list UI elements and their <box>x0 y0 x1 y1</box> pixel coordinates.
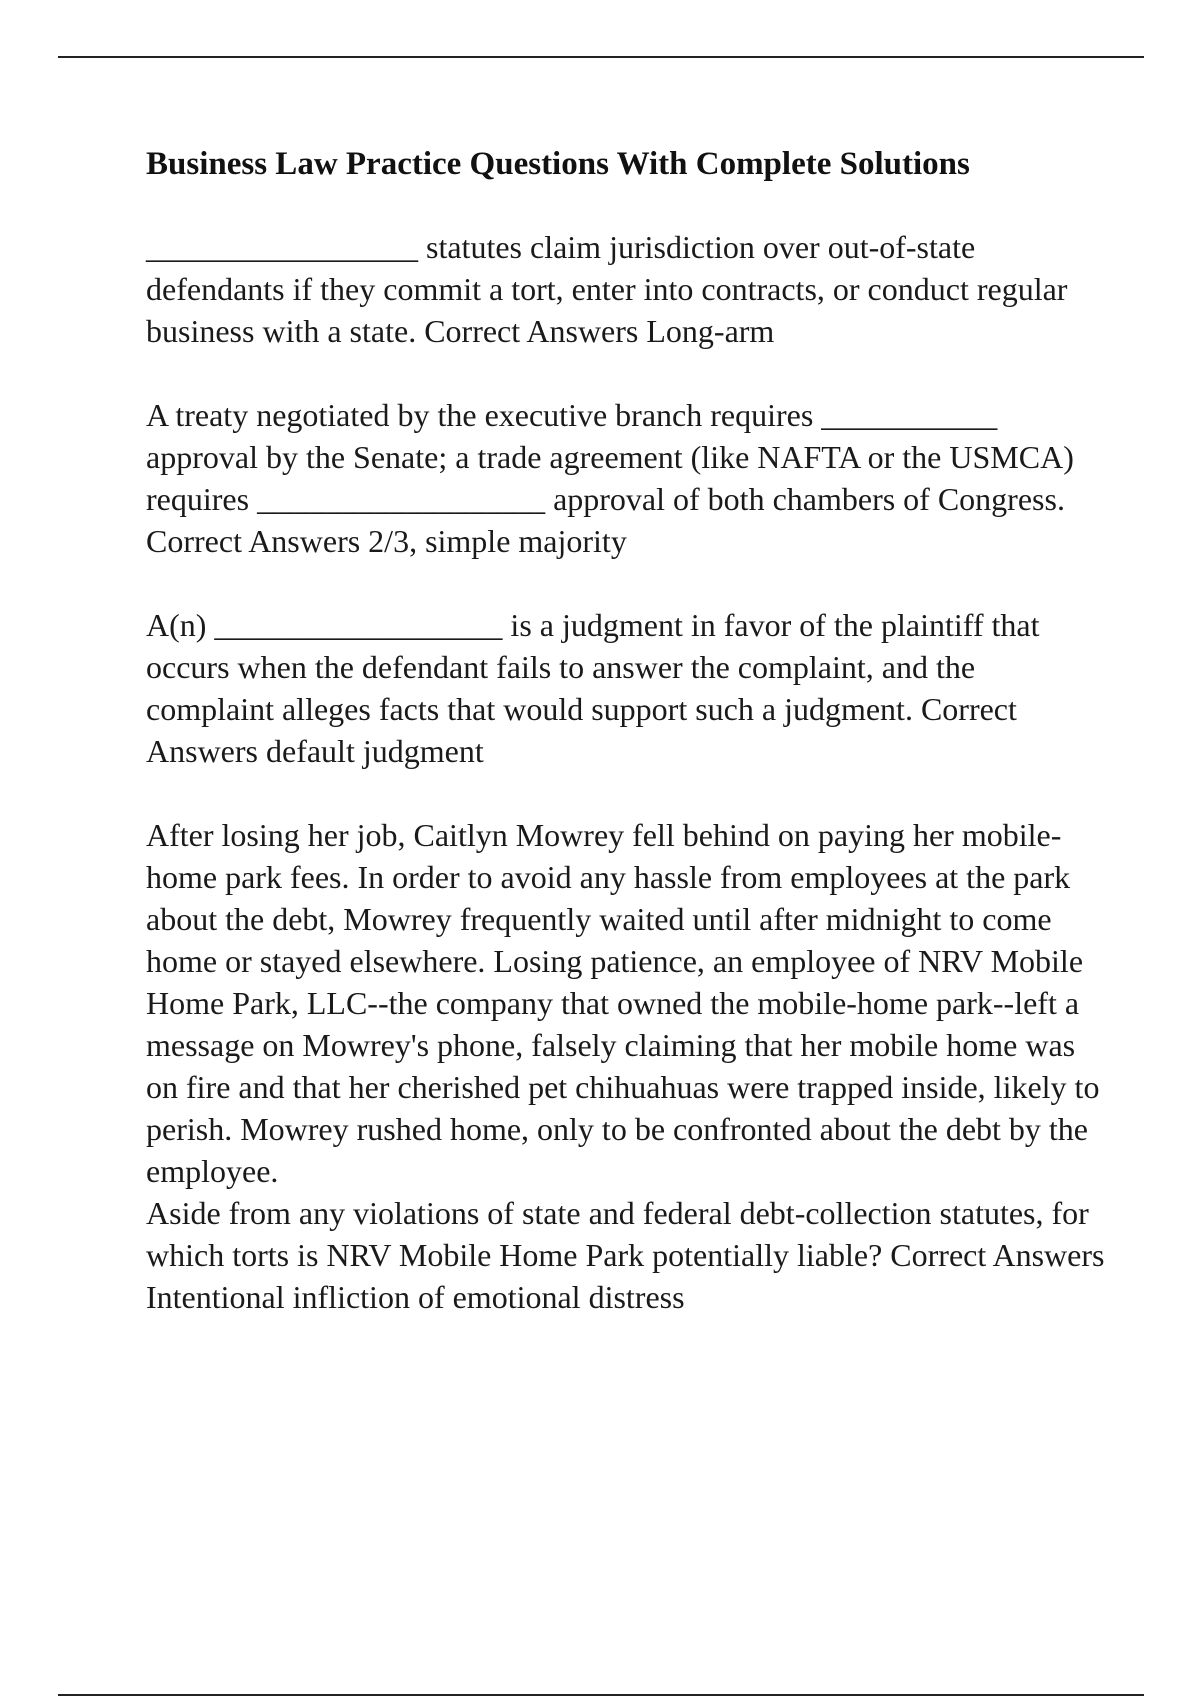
bottom-divider <box>58 1694 1144 1696</box>
question-text: Aside from any violations of state and federal debt-collection statutes, for which torts is NRV Mobile Home Park potentially liable? Correct Answers Intentional infliction of emotional distress <box>146 1195 1105 1315</box>
question-long-arm <box>146 226 1106 352</box>
document-body <box>146 140 1106 1318</box>
question-default-judgment <box>146 604 1106 772</box>
question-text: A treaty negotiated by the executive branch requires ___________ approval by the Senate; a trade agreement (like NAFTA or the USMCA) requires __________________ approval of both chambers of Congress. Correct Answers 2/3, simple majority <box>146 397 1074 559</box>
question-text: _________________ statutes claim jurisdiction over out-of-state defendants if they commit a tort, enter into contracts, or conduct regular business with a state. Correct Answers Long-arm <box>146 229 1068 349</box>
top-divider <box>58 56 1144 58</box>
question-treaty-approval <box>146 394 1106 562</box>
question-mowrey-scenario <box>146 814 1106 1318</box>
question-text: A(n) __________________ is a judgment in favor of the plaintiff that occurs when the defendant fails to answer the complaint, and the complaint alleges facts that would support such a judgment. Correct Answers default judgment <box>146 607 1040 769</box>
document-title: Business Law Practice Questions With Complete Solutions <box>146 146 970 182</box>
question-scenario-text: After losing her job, Caitlyn Mowrey fell behind on paying her mobile-home park fees. In order to avoid any hassle from employees at the park about the debt, Mowrey frequently waited until after midnight to come home or stayed elsewhere. Losing patience, an employee of NRV Mobile Home Park, LLC--the company that owned the mobile-home park--left a message on Mowrey's phone, falsely claiming that her mobile home was on fire and that her cherished pet chihuahuas were trapped inside, likely to perish. Mowrey rushed home, only to be confronted about the debt by the employee. <box>146 817 1100 1189</box>
